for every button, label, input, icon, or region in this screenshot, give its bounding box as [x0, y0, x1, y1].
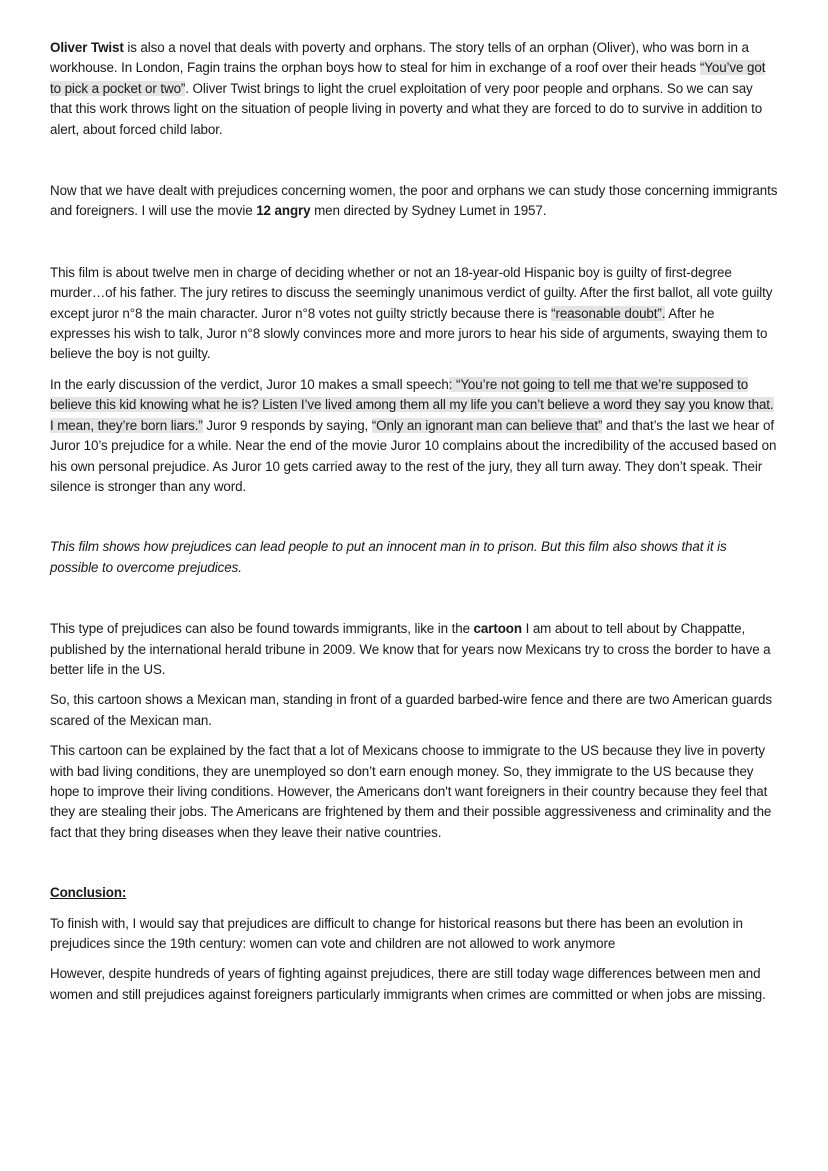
juror10-paragraph [50, 375, 778, 497]
juror10-text-b: Juror 9 responds by saying, [202, 417, 372, 433]
oliver-quote: “You’ve got to pick a pocket or two” [50, 60, 766, 96]
transition-paragraph [50, 181, 778, 222]
transition-text-b: men directed by Sydney Lumet in 1957. [310, 203, 547, 219]
juror10-text-c: and that’s the last we hear of Juror 10’s prejudice for a while. Near the end of the movie Juror 10 complains about the incredibility of the accused based on his own personal prejudice. As Juror 10 gets carried away to the rest of the jury, they all turn away. They don’t speak. Their silence is stronger than any word. [50, 417, 777, 494]
conclusion-heading: Conclusion: [50, 885, 127, 901]
oliver-twist-title: Oliver Twist [50, 40, 124, 55]
oliver-twist-paragraph [50, 38, 778, 140]
juror9-quote: “Only an ignorant man can believe that” [371, 417, 603, 433]
cartoon-description-paragraph: So, this cartoon shows a Mexican man, standing in front of a guarded barbed-wire fence and there are two American guards scared of the Mexican man. [50, 692, 772, 728]
oliver-text-a: is also a novel that deals with poverty and orphans. The story tells of an orphan (Oliver), who was born in a workhouse. In London, Fagin trains the orphan boys how to steal for him in exchange of a roof over their heads [50, 40, 749, 76]
cartoon-explanation-paragraph: This cartoon can be explained by the fact that a lot of Mexicans choose to immigrate to the US because they live in poverty with bad living conditions, they are unemployed so don’t earn enough money. So, they immigrate to the US because they hope to improve their living conditions. However, the Americans don't want foreigners in their country because they feel that they are stealing their jobs. The Americans are frightened by them and their possible aggressiveness and criminality and the fact that they bring diseases when they leave their native countries. [50, 743, 772, 840]
film-text-a: This film is about twelve men in charge of deciding whether or not an 18-year-old Hispanic boy is guilty of first-degree murder…of his father. The jury retires to discuss the seemingly unanimous verdict of guilty. After the first ballot, all vote guilty except juror n°8 the main character. Juror n°8 votes not guilty strictly because there is [50, 264, 773, 321]
cartoon-intro-b: I am about to tell about by Chappatte, published by the international herald tribune in 2009. We know that for years now Mexicans try to cross the border to have a better life in the US. [50, 621, 771, 677]
film-quote: “reasonable doubt”. [551, 305, 666, 321]
film-summary-paragraph [50, 263, 778, 365]
film-text-b: After he expresses his wish to talk, Juror n°8 slowly convinces more and more jurors to hear his side of arguments, swaying them to believe the boy is not guilty. [50, 305, 768, 362]
cartoon-bold-word: cartoon [473, 621, 522, 637]
movie-title: 12 angry [256, 203, 311, 219]
italic-note-paragraph: This film shows how prejudices can lead people to put an innocent man in to prison. But this film also shows that it is possible to overcome prejudices. [50, 539, 727, 575]
document-page [50, 38, 778, 1005]
oliver-text-b: . Oliver Twist brings to light the cruel exploitation of very poor people and orphans. So we can say that this work throws light on the situation of people living in poverty and what they are forced to do to survive in addition to alert, about forced child labor. [50, 80, 763, 137]
juror10-quote: : “You’re not going to tell me that we’re supposed to believe this kid knowing what he is? Listen I’ve lived among them all my life you can’t believe a word they say you know that. I mean, they’re born liars.” [50, 376, 774, 433]
transition-text-a: Now that we have dealt with prejudices concerning women, the poor and orphans we can study those concerning immigrants and foreigners. I will use the movie [50, 183, 778, 219]
cartoon-intro-paragraph [50, 619, 778, 680]
conclusion-paragraph-1: To finish with, I would say that prejudices are difficult to change for historical reasons but there has been an evolution in prejudices since the 19th century: women can vote and children are not allowed to work anymore [50, 915, 743, 951]
cartoon-intro-a: This type of prejudices can also be found towards immigrants, like in the [50, 621, 474, 637]
conclusion-paragraph-2: However, despite hundreds of years of fighting against prejudices, there are still today wage differences between men and women and still prejudices against foreigners particularly immigrants when crimes are committed or when jobs are missing. [50, 966, 766, 1002]
juror10-text-a: In the early discussion of the verdict, Juror 10 makes a small speech [50, 376, 449, 392]
